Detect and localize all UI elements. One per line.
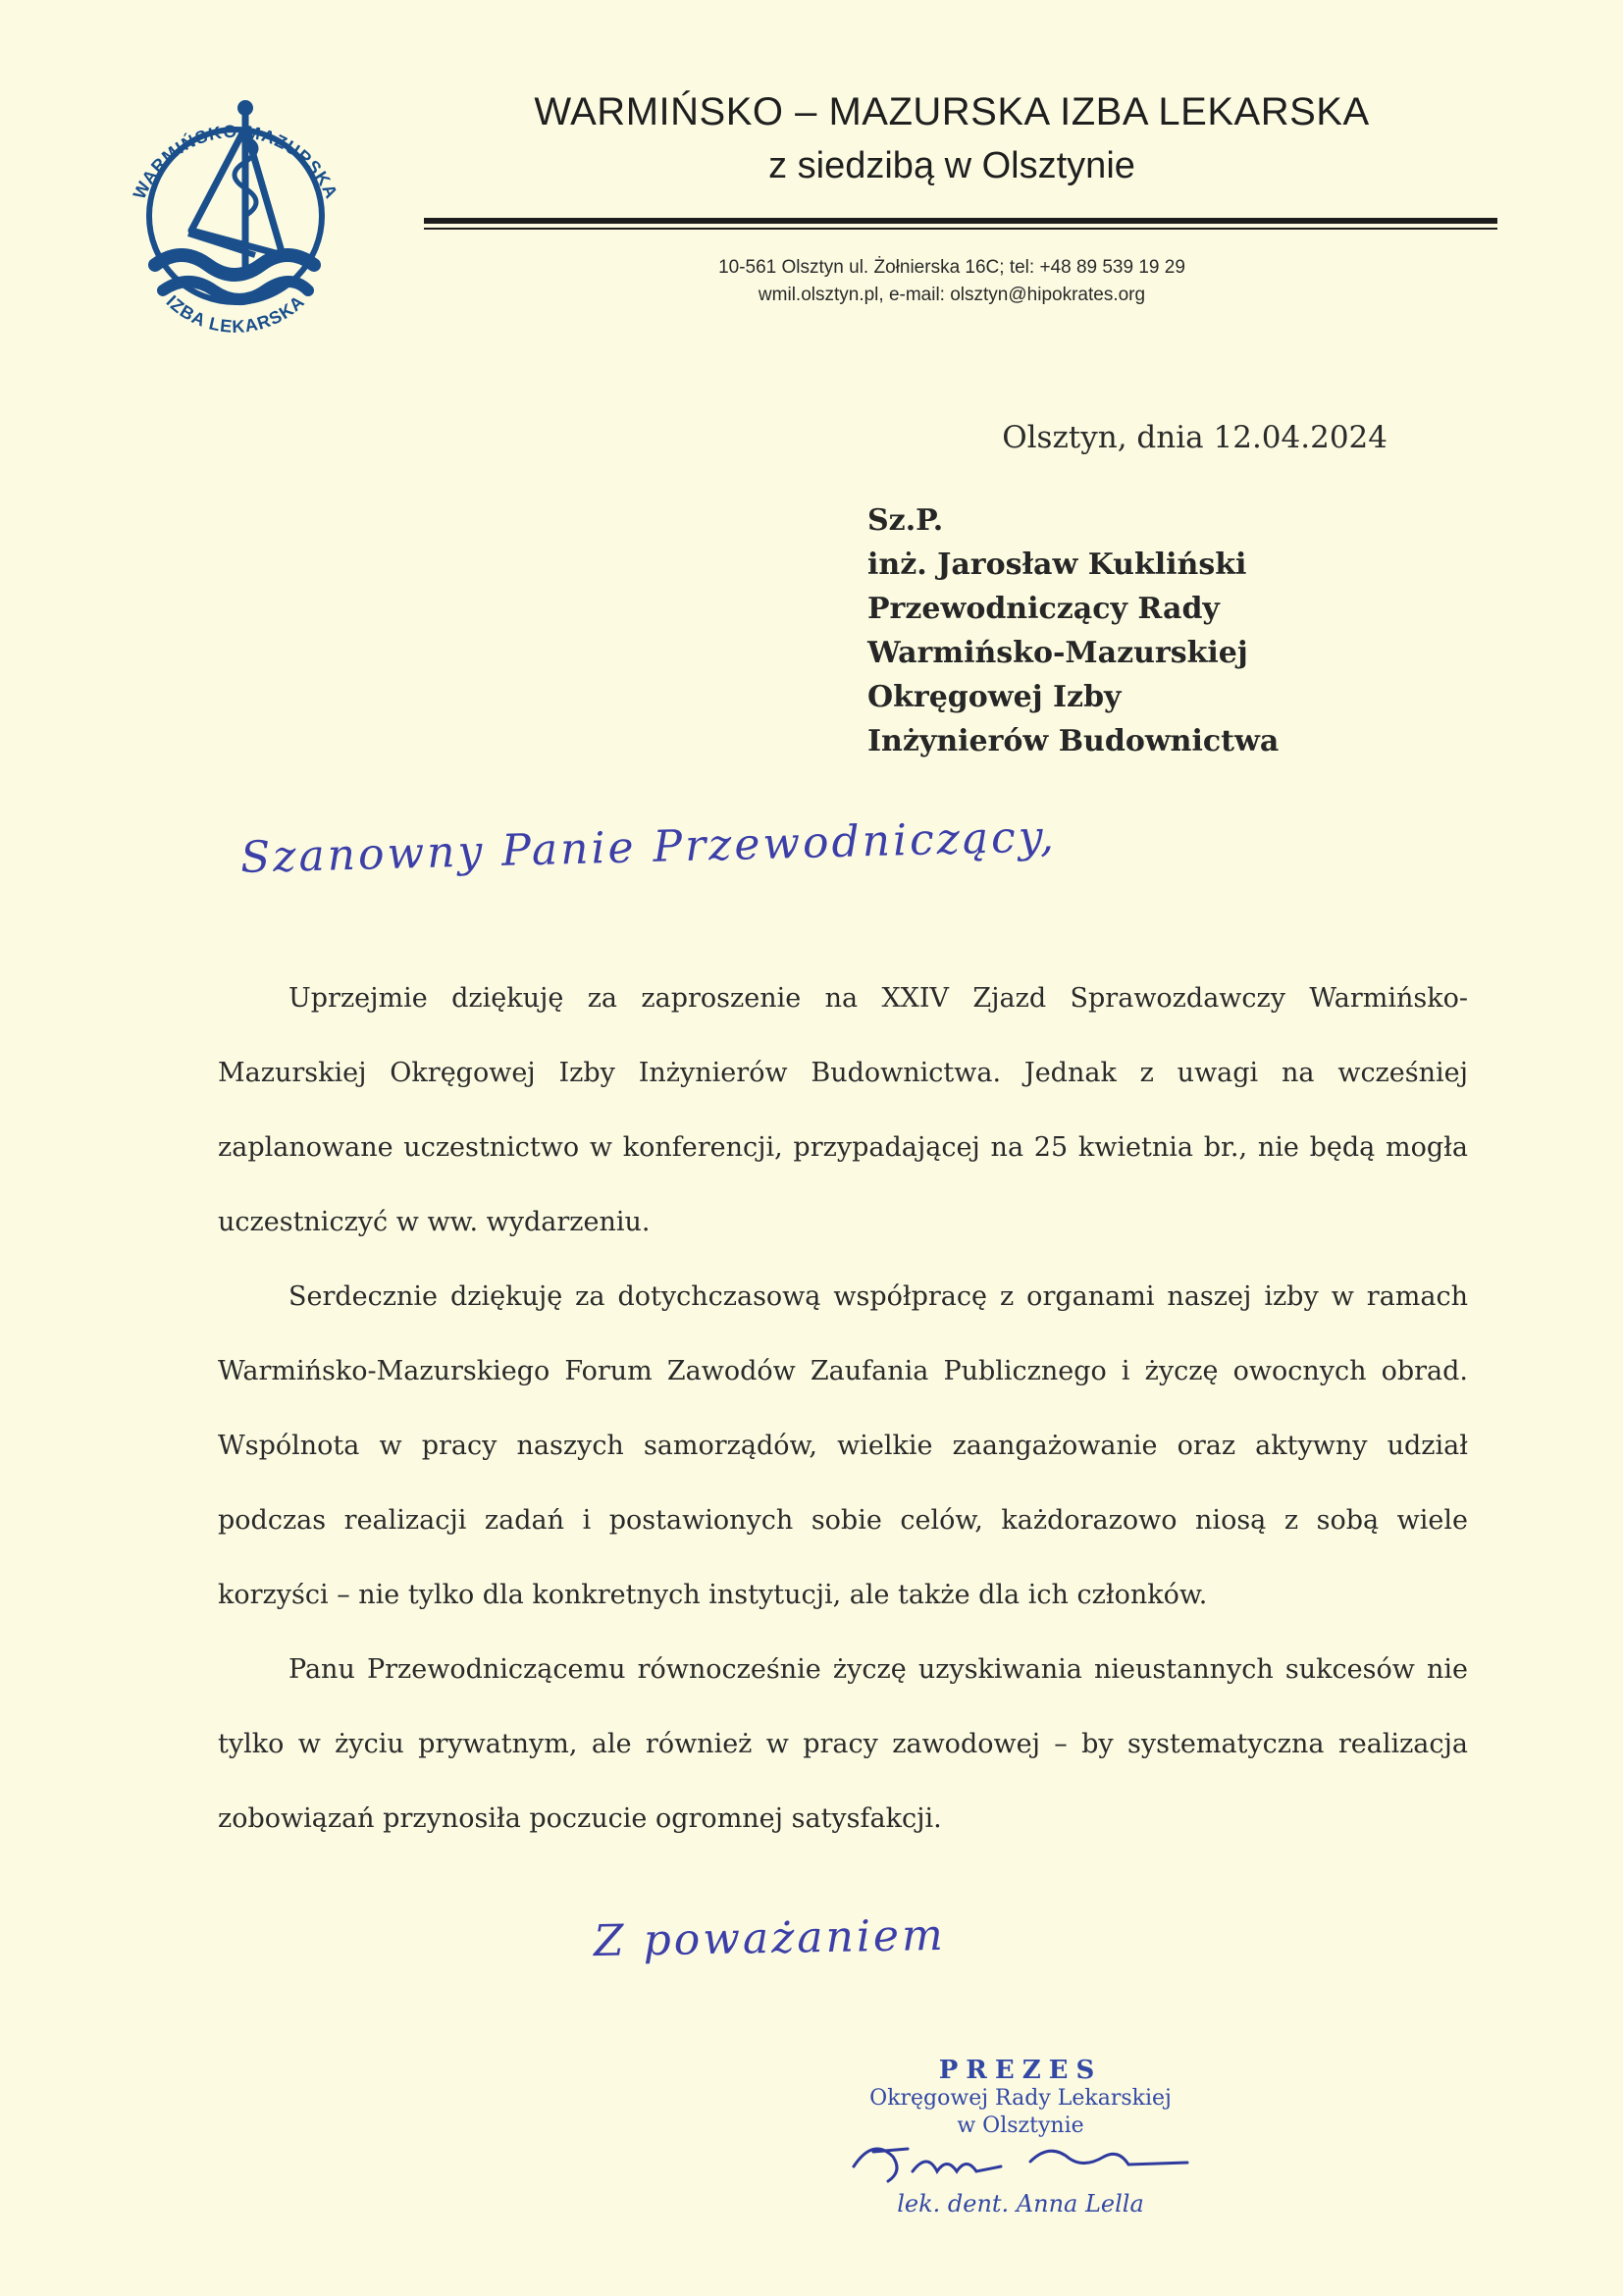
letterhead-rule-thick [424,218,1497,224]
addressee-line: Okręgowej Izby [867,680,1122,714]
chamber-logo [98,69,373,363]
handwritten-salutation: Szanowny Panie Przewodniczący, [239,811,1058,883]
organization-seat: z siedzibą w Olsztynie [768,145,1135,186]
web-email-line: wmil.olsztyn.pl, e-mail: olsztyn@hipokrates.org [758,285,1146,305]
letterhead-rule-thin [424,228,1497,230]
stamp-title: PREZES [938,2056,1103,2085]
stamp-line: Okręgowej Rady Lekarskiej [869,2086,1172,2111]
signer-name: lek. dent. Anna Lella [897,2190,1144,2218]
body-paragraph: Serdecznie dziękuję za dotychczasową współpracę z organami naszej izby w ramach Warmińsko-Mazurskiego Forum Zawodów Zaufania Publicznego i życzę owocnych obrad. Wspólnota w pracy naszych samorządów, wielkie zaangażowanie oraz aktywny udział podczas realizacji zadań i postawionych sobie celów, każdorazowo niosą z sobą wiele korzyści – nie tylko dla konkretnych instytucji, ale także dla ich członków. [218,1281,1468,1610]
stamp-line: w Olsztynie [957,2113,1084,2138]
handwritten-signature [834,2127,1207,2196]
svg-text:WARMIŃSKO-MAZURSKA [130,122,341,202]
organization-name: WARMIŃSKO – MAZURSKA IZBA LEKARSKA [534,90,1370,133]
address-line: 10-561 Olsztyn ul. Żołnierska 16C; tel: +48 89 539 19 29 [718,257,1185,278]
addressee-block [867,498,1279,763]
letter-date: Olsztyn, dnia 12.04.2024 [1002,420,1387,455]
addressee-line: Sz.P. [867,503,944,538]
addressee-line: Inżynierów Budownictwa [867,724,1280,758]
addressee-line: Warmińsko-Mazurskiej [867,636,1248,670]
addressee-line: Przewodniczący Rady [867,592,1220,626]
logo-bottom-text: IZBA LEKARSKA [162,290,309,337]
body-paragraph: Uprzejmie dziękuję za zaproszenie na XXIV Zjazd Sprawozdawczy Warmińsko-Mazurskiej Okręgowej Izby Inżynierów Budownictwa. Jednak z uwagi na wcześniej zaplanowane uczestnictwo w konferencji, przypadającej na 25 kwietnia br., nie będą mogła uczestniczyć w ww. wydarzeniu. [218,983,1468,1237]
letter-body [218,962,1468,1856]
handwritten-closing: Z poważaniem [593,1909,947,1967]
body-paragraph: Panu Przewodniczącemu równocześnie życzę uzyskiwania nieustannych sukcesów nie tylko w życiu prywatnym, ale również w pracy zawodowej – by systematyczna realizacja zobowiązań przynosiła poczucie ogromnej satysfakcji. [218,1654,1468,1834]
logo-top-text: WARMIŃSKO-MAZURSKA [129,121,342,202]
addressee-line: inż. Jarosław Kukliński [867,548,1247,582]
